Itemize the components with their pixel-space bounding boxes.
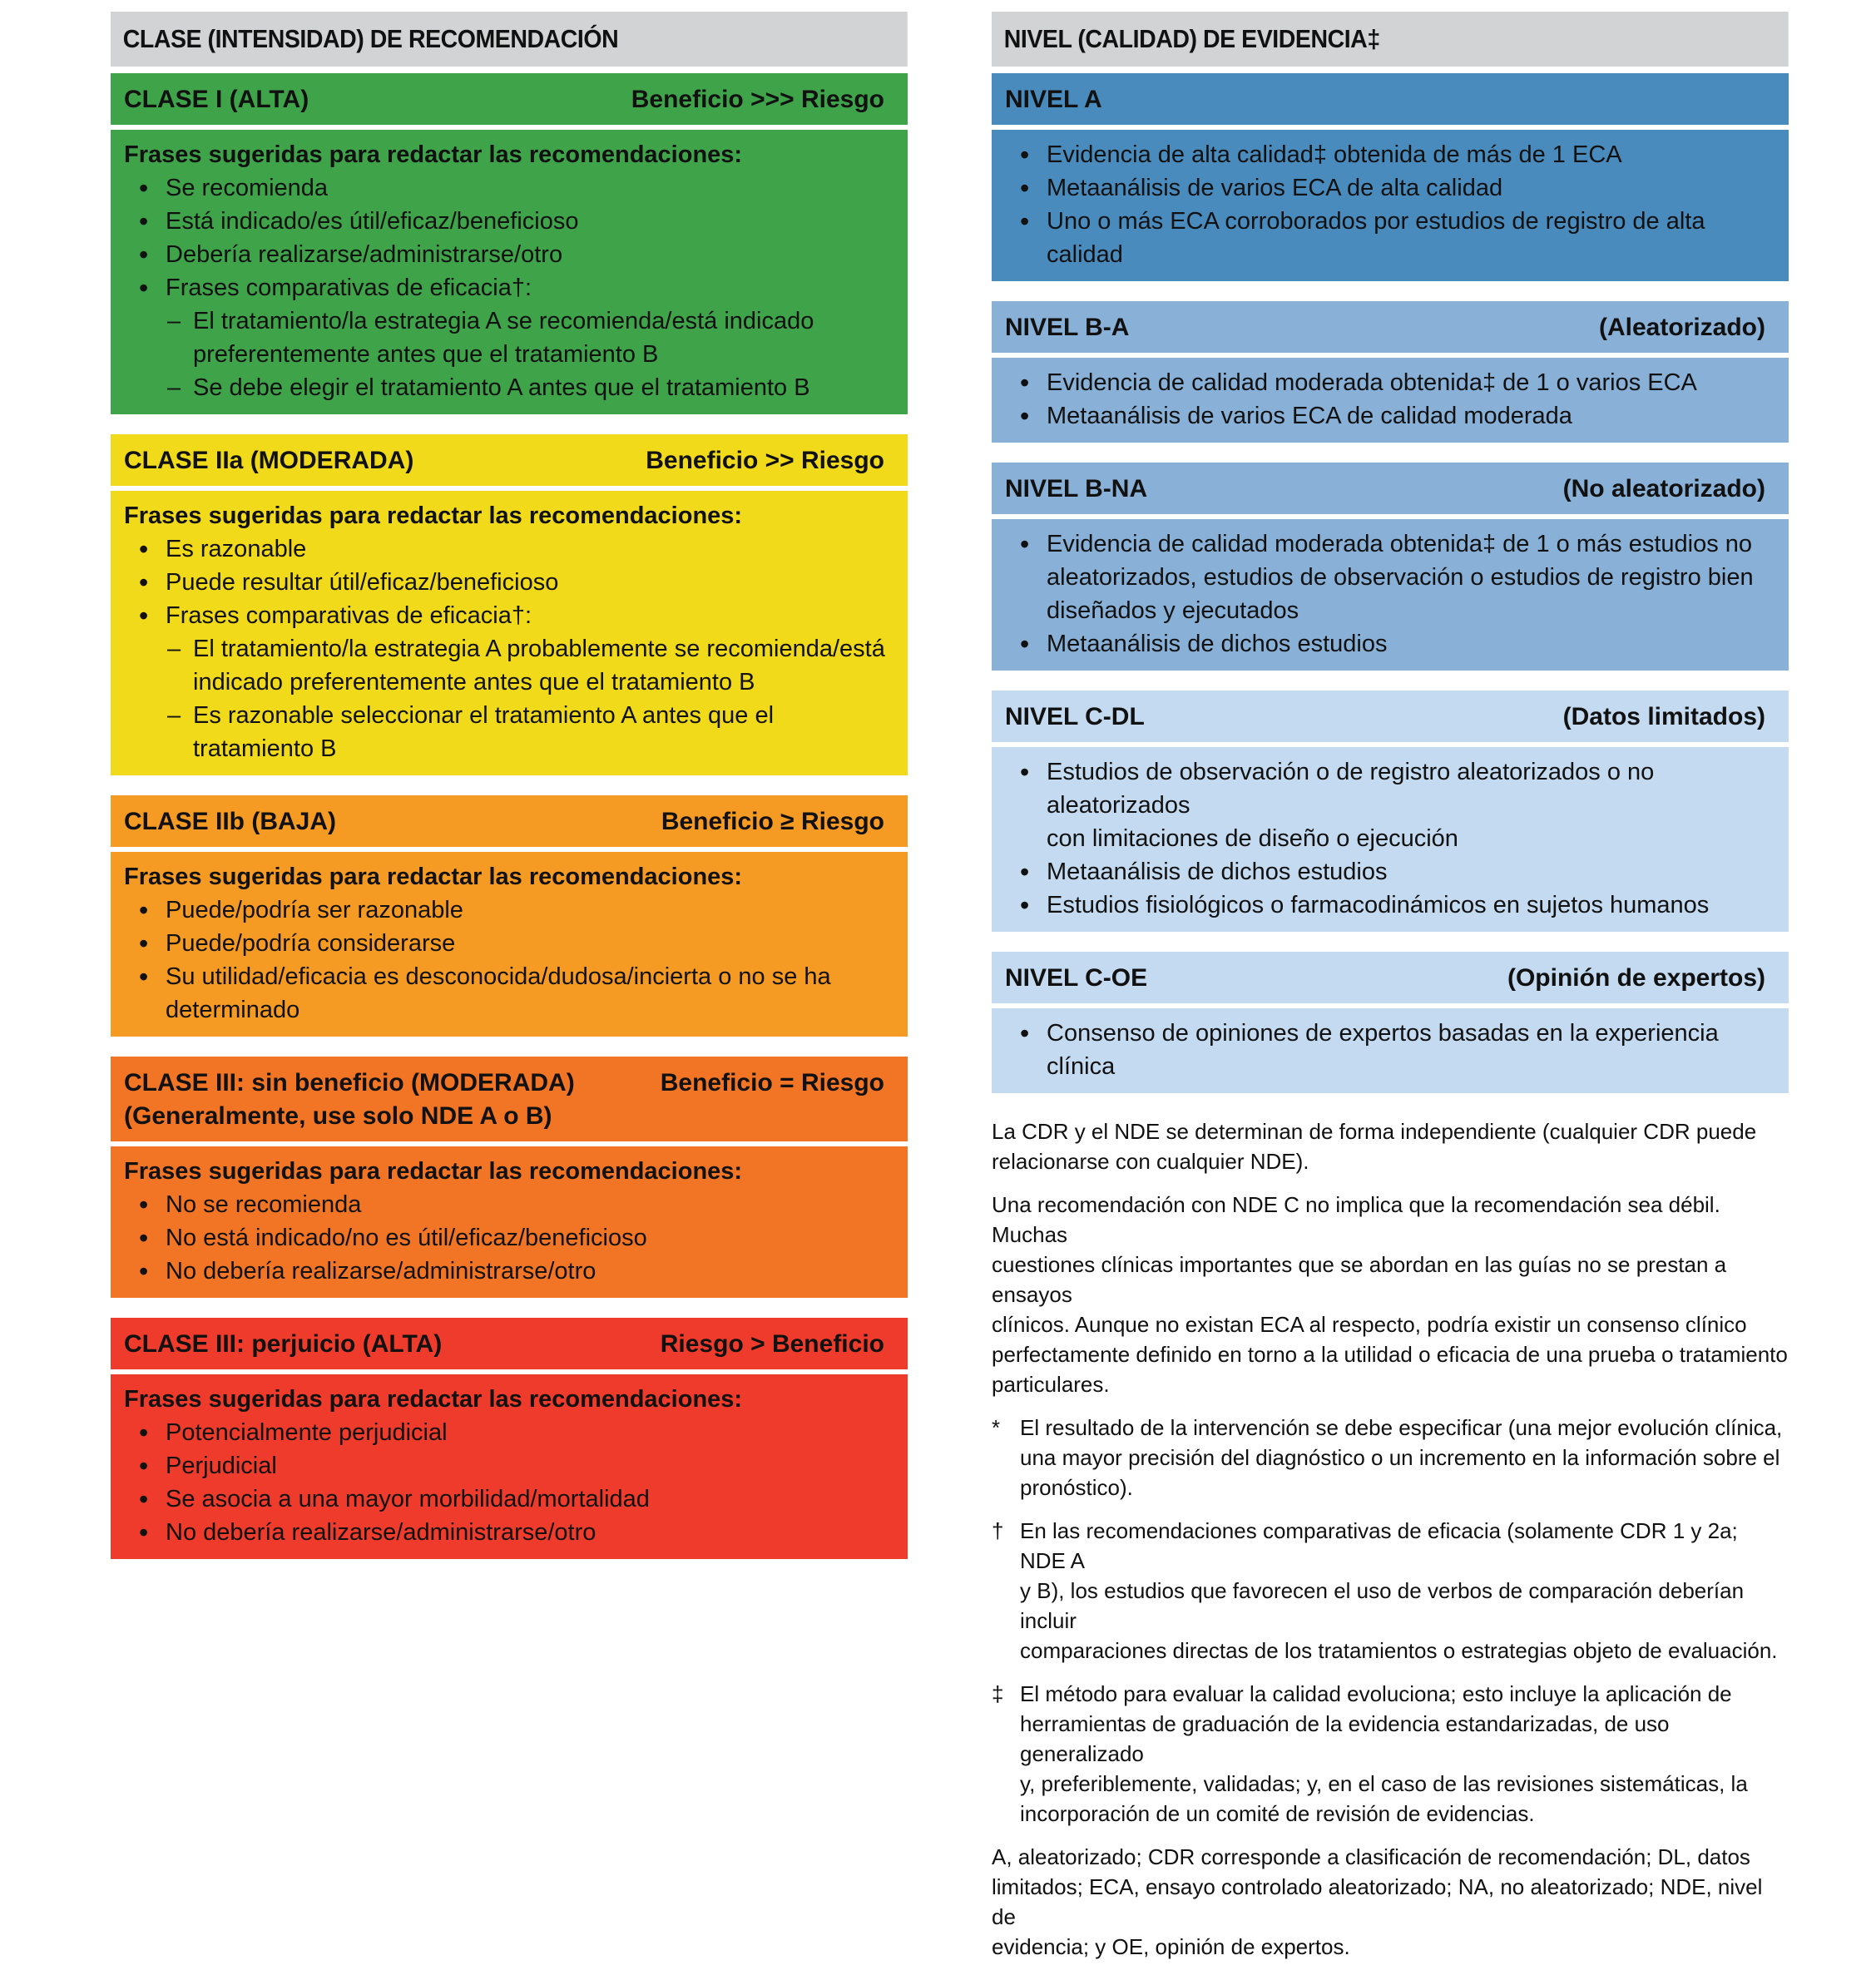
level-header xyxy=(992,301,1789,353)
list-item xyxy=(1005,755,1775,855)
item-line: con limitaciones de diseño o ejecución xyxy=(1047,825,1458,852)
level-block xyxy=(992,952,1789,1093)
footnote-line: herramientas de graduación de la evidencia estandarizadas, de uso generalizado xyxy=(1020,1711,1670,1766)
item-line: Frases comparativas de eficacia†: xyxy=(166,602,532,629)
footnote-mark: ‡ xyxy=(992,1681,1004,1706)
level-body xyxy=(992,358,1789,443)
footnote-line: pronóstico). xyxy=(1020,1475,1133,1500)
class-lead-text: Frases sugeridas para redactar las recomendaciones: xyxy=(124,1386,743,1413)
sub-list-item xyxy=(124,632,894,699)
note-line: perfectamente definido en torno a la utilidad o eficacia de una prueba o tratamiento xyxy=(992,1342,1788,1367)
class-title-line: CLASE IIb (BAJA) xyxy=(124,808,336,835)
list-item xyxy=(124,1188,894,1221)
item-line: aleatorizados, estudios de observación o estudios de registro bien xyxy=(1047,564,1754,591)
level-title: NIVEL B-NA xyxy=(1005,475,1148,502)
item-list xyxy=(124,893,894,1027)
class-title xyxy=(124,1067,575,1133)
class-header xyxy=(111,795,908,847)
item-list xyxy=(1005,755,1775,922)
list-item xyxy=(124,171,894,205)
item-line: Se debe elegir el tratamiento A antes que el tratamiento B xyxy=(193,374,810,401)
list-item xyxy=(124,927,894,960)
level-title: NIVEL C-DL xyxy=(1005,703,1145,730)
class-title-line: CLASE III: sin beneficio (MODERADA) xyxy=(124,1069,575,1096)
class-body xyxy=(111,1374,908,1559)
footnote xyxy=(992,1516,1789,1666)
footnote xyxy=(992,1679,1789,1829)
item-line: Metaanálisis de dichos estudios xyxy=(1047,859,1388,885)
abbreviations xyxy=(992,1842,1789,1962)
note-paragraph xyxy=(992,1190,1789,1399)
level-column-header-box xyxy=(992,12,1789,67)
level-header xyxy=(992,73,1789,125)
class-title-line: (Generalmente, use solo NDE A o B) xyxy=(124,1102,552,1130)
item-list xyxy=(124,532,894,765)
class-body xyxy=(111,491,908,775)
note-line: clínicos. Aunque no existan ECA al respecto, podría existir un consenso clínico xyxy=(992,1312,1747,1337)
class-body xyxy=(111,852,908,1037)
class-block xyxy=(111,1318,908,1559)
level-header xyxy=(992,952,1789,1003)
class-block xyxy=(111,434,908,775)
list-item xyxy=(124,238,894,271)
item-line: Estudios fisiológicos o farmacodinámicos en sujetos humanos xyxy=(1047,892,1710,918)
item-line: Se asocia a una mayor morbilidad/mortalidad xyxy=(166,1486,650,1512)
class-column-header-text: CLASE (INTENSIDAD) DE RECOMENDACIÓN xyxy=(122,24,619,53)
footnote-mark: * xyxy=(992,1415,1001,1440)
item-line: Se recomienda xyxy=(166,175,329,201)
item-line: Metaanálisis de varios ECA de calidad moderada xyxy=(1047,403,1572,429)
list-item xyxy=(1005,366,1775,399)
footnote xyxy=(992,1413,1789,1502)
class-header xyxy=(111,73,908,125)
item-line: Puede/podría considerarse xyxy=(166,930,456,957)
item-list xyxy=(1005,366,1775,433)
item-list xyxy=(124,1416,894,1549)
level-qualifier: (No aleatorizado) xyxy=(1562,475,1765,502)
class-body xyxy=(111,1146,908,1298)
item-line: preferentemente antes que el tratamiento B xyxy=(193,341,659,368)
class-column-header-box xyxy=(111,12,908,67)
benefit-risk-ratio: Beneficio = Riesgo xyxy=(660,1069,884,1096)
footnote-line: El método para evaluar la calidad evoluciona; esto incluye la aplicación de xyxy=(1020,1681,1732,1706)
class-title-line: CLASE III: perjuicio (ALTA) xyxy=(124,1330,443,1358)
list-item xyxy=(124,532,894,566)
sub-list-item xyxy=(124,371,894,404)
footnote-line: El resultado de la intervención se debe especificar (una mejor evolución clínica, xyxy=(1020,1415,1783,1440)
item-list xyxy=(1005,138,1775,271)
level-title: NIVEL B-A xyxy=(1005,314,1130,341)
class-column-header xyxy=(111,12,908,67)
note-line: particulares. xyxy=(992,1372,1110,1397)
item-line: Evidencia de alta calidad‡ obtenida de más de 1 ECA xyxy=(1047,141,1622,168)
list-item xyxy=(1005,627,1775,661)
list-item xyxy=(124,1416,894,1449)
level-column-header-text: NIVEL (CALIDAD) DE EVIDENCIA‡ xyxy=(1003,24,1380,53)
class-body xyxy=(111,130,908,414)
level-column-header xyxy=(992,12,1789,67)
class-title xyxy=(124,444,413,478)
level-body xyxy=(992,1008,1789,1093)
item-line: Puede resultar útil/eficaz/beneficioso xyxy=(166,569,559,596)
benefit-risk-ratio: Beneficio >>> Riesgo xyxy=(631,86,884,113)
item-list xyxy=(124,171,894,404)
list-item xyxy=(124,599,894,632)
level-qualifier: (Aleatorizado) xyxy=(1598,314,1765,341)
class-block xyxy=(111,1057,908,1298)
footnote-line: y, preferiblemente, validadas; y, en el caso de las revisiones sistemáticas, la xyxy=(1020,1771,1748,1796)
item-line: El tratamiento/la estrategia A probablemente se recomienda/está xyxy=(193,636,885,662)
footnote-line: En las recomendaciones comparativas de eficacia (solamente CDR 1 y 2a; NDE A xyxy=(1020,1518,1738,1573)
item-line: Metaanálisis de dichos estudios xyxy=(1047,631,1388,657)
item-line: Es razonable seleccionar el tratamiento A antes que el tratamiento B xyxy=(193,702,775,762)
list-item xyxy=(124,271,894,304)
abbreviation-line: limitados; ECA, ensayo controlado aleatorizado; NA, no aleatorizado; NDE, nivel de xyxy=(992,1874,1763,1929)
footnote-text xyxy=(1020,1679,1789,1829)
level-block xyxy=(992,691,1789,932)
list-item xyxy=(1005,1017,1775,1083)
level-title: NIVEL C-OE xyxy=(1005,964,1148,992)
level-qualifier: (Opinión de expertos) xyxy=(1507,964,1765,992)
level-block xyxy=(992,301,1789,443)
footnote-mark: † xyxy=(992,1518,1004,1543)
item-line: No está indicado/no es útil/eficaz/beneficioso xyxy=(166,1225,647,1251)
list-item xyxy=(124,1516,894,1549)
item-line: Metaanálisis de varios ECA de alta calidad xyxy=(1047,175,1503,201)
footnote-line: comparaciones directas de los tratamientos o estrategias objeto de evaluación. xyxy=(1020,1638,1778,1663)
item-line: determinado xyxy=(166,997,300,1023)
class-lead-text: Frases sugeridas para redactar las recomendaciones: xyxy=(124,502,743,529)
item-line: Frases comparativas de eficacia†: xyxy=(166,275,532,301)
note-line: La CDR y el NDE se determinan de forma independiente (cualquier CDR puede xyxy=(992,1119,1757,1144)
list-item xyxy=(1005,889,1775,922)
item-line: Es razonable xyxy=(166,536,307,562)
level-blocks xyxy=(992,73,1789,1093)
item-line: No debería realizarse/administrarse/otro xyxy=(166,1258,596,1284)
list-item xyxy=(1005,138,1775,171)
list-item xyxy=(1005,171,1775,205)
item-line: Uno o más ECA corroborados por estudios de registro de alta calidad xyxy=(1047,208,1705,268)
item-line: Su utilidad/eficacia es desconocida/dudosa/incierta o no se ha xyxy=(166,963,831,990)
class-title xyxy=(124,1328,442,1361)
level-body xyxy=(992,747,1789,932)
item-line: Estudios de observación o de registro aleatorizados o no aleatorizados xyxy=(1047,759,1655,819)
class-title-line: CLASE I (ALTA) xyxy=(124,86,309,113)
class-header xyxy=(111,1057,908,1141)
item-line: Está indicado/es útil/eficaz/beneficioso xyxy=(166,208,579,235)
footnote-text xyxy=(1020,1413,1789,1502)
level-body xyxy=(992,130,1789,281)
sub-list-item xyxy=(124,304,894,371)
note-line: Una recomendación con NDE C no implica que la recomendación sea débil. Muchas xyxy=(992,1192,1720,1247)
item-list xyxy=(1005,1017,1775,1083)
list-item xyxy=(124,1255,894,1288)
list-item xyxy=(124,1221,894,1255)
level-block xyxy=(992,73,1789,281)
item-line: No se recomienda xyxy=(166,1191,362,1218)
item-line: Evidencia de calidad moderada obtenida‡ de 1 o varios ECA xyxy=(1047,369,1697,396)
benefit-risk-ratio: Beneficio >> Riesgo xyxy=(646,447,884,474)
level-title: NIVEL A xyxy=(1005,86,1102,113)
item-line: Puede/podría ser razonable xyxy=(166,897,463,923)
level-qualifier: (Datos limitados) xyxy=(1562,703,1765,730)
list-item xyxy=(1005,527,1775,627)
item-list xyxy=(1005,527,1775,661)
class-lead-text: Frases sugeridas para redactar las recomendaciones: xyxy=(124,1158,743,1185)
class-header xyxy=(111,1318,908,1369)
list-item xyxy=(124,1482,894,1516)
item-list xyxy=(124,1188,894,1288)
item-line: Evidencia de calidad moderada obtenida‡ de 1 o más estudios no xyxy=(1047,531,1753,557)
list-item xyxy=(1005,205,1775,271)
item-line: indicado preferentemente antes que el tratamiento B xyxy=(193,669,755,695)
abbreviation-line: A, aleatorizado; CDR corresponde a clasificación de recomendación; DL, datos xyxy=(992,1844,1750,1869)
item-line: No debería realizarse/administrarse/otro xyxy=(166,1519,596,1546)
evidence-level-column xyxy=(992,12,1789,1975)
class-title xyxy=(124,83,309,116)
level-header xyxy=(992,691,1789,742)
notes-section xyxy=(992,1116,1789,1962)
footnote-line: una mayor precisión del diagnóstico o un incremento en la información sobre el xyxy=(1020,1445,1780,1470)
class-header xyxy=(111,434,908,486)
level-header xyxy=(992,463,1789,514)
item-line: Debería realizarse/administrarse/otro xyxy=(166,241,563,268)
list-item xyxy=(124,893,894,927)
item-line: Potencialmente perjudicial xyxy=(166,1419,448,1446)
item-line: El tratamiento/la estrategia A se recomienda/está indicado xyxy=(193,308,814,334)
item-line: diseñados y ejecutados xyxy=(1047,597,1299,624)
list-item xyxy=(124,205,894,238)
note-line: relacionarse con cualquier NDE). xyxy=(992,1149,1309,1174)
footnote-text xyxy=(1020,1516,1789,1666)
level-block xyxy=(992,463,1789,671)
class-blocks xyxy=(111,73,908,1559)
benefit-risk-ratio: Beneficio ≥ Riesgo xyxy=(661,808,884,835)
class-lead-text: Frases sugeridas para redactar las recomendaciones: xyxy=(124,864,743,890)
footnote-line: y B), los estudios que favorecen el uso de verbos de comparación deberían incluir xyxy=(1020,1578,1745,1633)
class-title-line: CLASE IIa (MODERADA) xyxy=(124,447,414,474)
item-line: Consenso de opiniones de expertos basadas en la experiencia clínica xyxy=(1047,1020,1719,1080)
list-item xyxy=(1005,855,1775,889)
item-line: Perjudicial xyxy=(166,1453,277,1479)
list-item xyxy=(1005,399,1775,433)
class-block xyxy=(111,73,908,414)
class-title xyxy=(124,805,336,839)
sub-list-item xyxy=(124,699,894,765)
note-paragraph xyxy=(992,1116,1789,1176)
abbreviation-line: evidencia; y OE, opinión de expertos. xyxy=(992,1934,1350,1959)
list-item xyxy=(124,566,894,599)
benefit-risk-ratio: Riesgo > Beneficio xyxy=(660,1330,884,1358)
footnote-line: incorporación de un comité de revisión de evidencias. xyxy=(1020,1801,1535,1826)
recommendation-class-column xyxy=(111,12,908,1559)
list-item xyxy=(124,1449,894,1482)
level-body xyxy=(992,519,1789,671)
list-item xyxy=(124,960,894,1027)
note-line: cuestiones clínicas importantes que se abordan en las guías no se prestan a ensayos xyxy=(992,1252,1727,1307)
class-block xyxy=(111,795,908,1037)
class-lead-text: Frases sugeridas para redactar las recomendaciones: xyxy=(124,141,743,168)
